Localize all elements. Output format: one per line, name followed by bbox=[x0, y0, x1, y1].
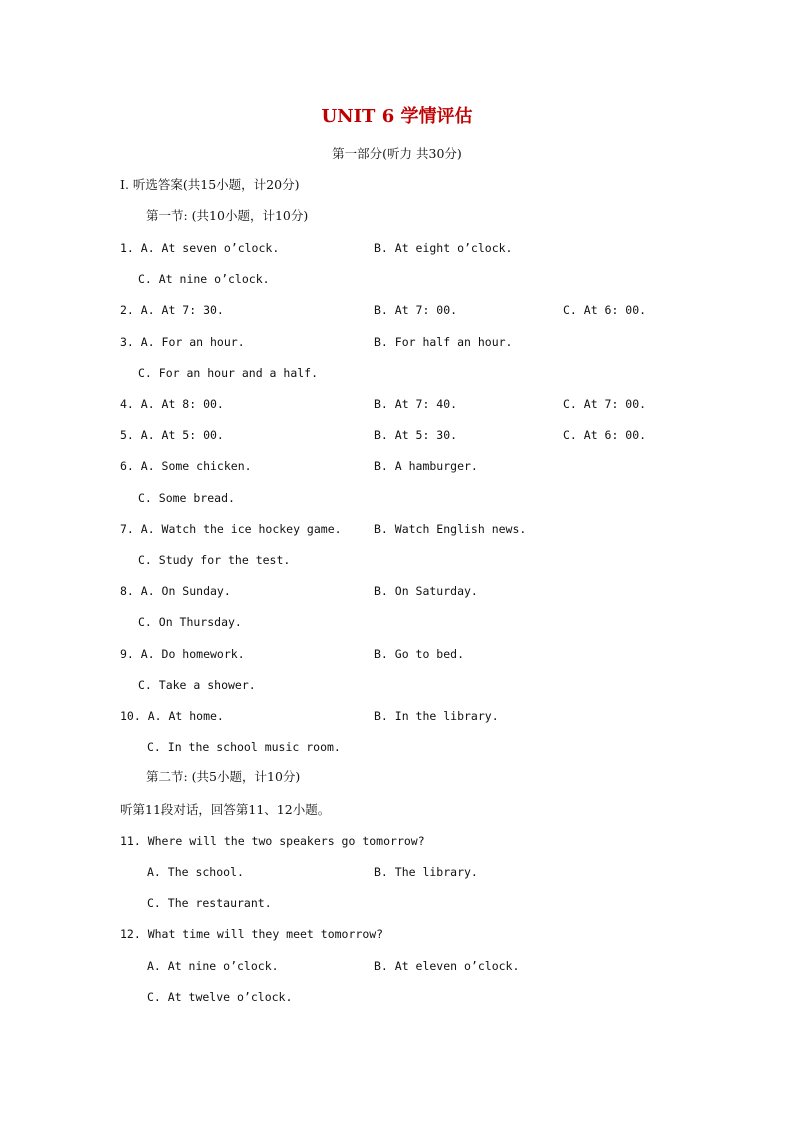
q5-option-c: C. At 6: 00. bbox=[563, 428, 647, 442]
q12-stem: 12. What time will they meet tomorrow? bbox=[120, 927, 384, 941]
q10-option-a: 10. A. At home. bbox=[120, 709, 224, 723]
q3-option-c: C. For an hour and a half. bbox=[138, 366, 319, 380]
q8-option-b: B. On Saturday. bbox=[374, 584, 478, 598]
q5-option-a: 5. A. At 5: 00. bbox=[120, 428, 224, 442]
q3-option-a: 3. A. For an hour. bbox=[120, 335, 245, 349]
q4-option-a: 4. A. At 8: 00. bbox=[120, 397, 224, 411]
q2-option-a: 2. A. At 7: 30. bbox=[120, 303, 224, 317]
q6-option-c: C. Some bread. bbox=[138, 491, 235, 505]
q6-option-b: B. A hamburger. bbox=[374, 459, 478, 473]
q9-option-a: 9. A. Do homework. bbox=[120, 647, 245, 661]
q4-option-b: B. At 7: 40. bbox=[374, 397, 458, 411]
q1-option-c: C. At nine o’clock. bbox=[138, 272, 270, 286]
q11-option-b: B. The library. bbox=[374, 865, 478, 879]
q2-option-c: C. At 6: 00. bbox=[563, 303, 647, 317]
page-title: UNIT 6 学情评估 bbox=[321, 106, 473, 127]
q9-option-b: B. Go to bed. bbox=[374, 647, 465, 661]
q10-option-c: C. In the school music room. bbox=[147, 740, 341, 754]
q11-option-a: A. The school. bbox=[147, 865, 244, 879]
q6-option-a: 6. A. Some chicken. bbox=[120, 459, 252, 473]
q11-option-c: C. The restaurant. bbox=[147, 896, 272, 910]
subsection-heading: 第一节: (共10小题，计10分) bbox=[146, 208, 309, 223]
q5-option-b: B. At 5: 30. bbox=[374, 428, 458, 442]
section-heading: Ⅰ. 听选答案(共15小题，计20分) bbox=[120, 177, 300, 192]
q7-option-c: C. Study for the test. bbox=[138, 553, 291, 567]
q8-option-c: C. On Thursday. bbox=[138, 615, 242, 629]
q1-option-b: B. At eight o’clock. bbox=[374, 241, 513, 255]
q2-option-b: B. At 7: 00. bbox=[374, 303, 458, 317]
q10-option-b: B. In the library. bbox=[374, 709, 499, 723]
q3-option-b: B. For half an hour. bbox=[374, 335, 513, 349]
q4-option-c: C. At 7: 00. bbox=[563, 397, 647, 411]
instruction-text: 听第11段对话，回答第11、12小题。 bbox=[120, 802, 331, 817]
q11-stem: 11. Where will the two speakers go tomorrow? bbox=[120, 834, 425, 848]
q1-option-a: 1. A. At seven o’clock. bbox=[120, 241, 280, 255]
q7-option-a: 7. A. Watch the ice hockey game. bbox=[120, 522, 342, 536]
q12-option-c: C. At twelve o’clock. bbox=[147, 990, 293, 1004]
q7-option-b: B. Watch English news. bbox=[374, 522, 527, 536]
q9-option-c: C. Take a shower. bbox=[138, 678, 256, 692]
q12-option-b: B. At eleven o’clock. bbox=[374, 959, 520, 973]
subsection-heading-2: 第二节: (共5小题，计10分) bbox=[146, 769, 301, 784]
q12-option-a: A. At nine o’clock. bbox=[147, 959, 279, 973]
part-heading: 第一部分(听力 共30分) bbox=[332, 146, 462, 161]
q8-option-a: 8. A. On Sunday. bbox=[120, 584, 231, 598]
